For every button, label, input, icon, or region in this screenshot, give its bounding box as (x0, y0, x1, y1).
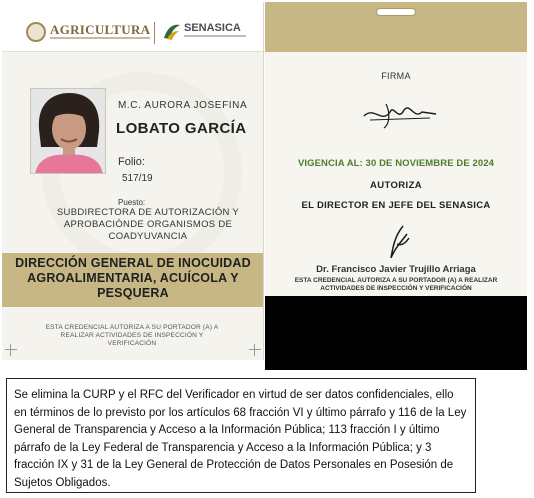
autoriza-text: AUTORIZA (369, 180, 423, 191)
folio-value: 517/19 (122, 173, 153, 184)
redaction-notice-box (6, 378, 476, 493)
redaction-block (265, 296, 527, 370)
firma-label: FIRMA (381, 71, 411, 81)
portrait-image (31, 89, 106, 174)
agricultura-logo-text: AGRICULTURA (50, 22, 151, 37)
folio-label: Folio: (118, 156, 145, 168)
redaction-notice-text: Se elimina la CURP y el RFC del Verificador en virtud de ser datos confidenciales, ello en términos de lo previsto por los artículos 68 fracción VI y último párrafo y 116 de la Ley General de Transparencia y Acceso a la Información Pública; 113 fracción I y último párrafo de la Ley Federal de Transparencia y Acceso a la Información Pública; y 3 fracción IX y 31 de la Ley General de Protección de Datos Personales en Posesión de Sujetos Obligados. (14, 389, 467, 489)
credential-header (2, 2, 264, 52)
crop-mark-icon (5, 344, 17, 356)
back-authorization-note: ESTA CREDENCIAL AUTORIZA A SU PORTADOR (A) A REALIZAR ACTIVIDADES DE INSPECCIÓN Y VERIFICACIÓN (294, 277, 498, 292)
back-top-band (265, 2, 527, 52)
credential-front (2, 2, 264, 360)
direccion-text: DIRECCIÓN GENERAL DE INOCUIDAD AGROALIMENTARIA, ACUÍCOLA Y PESQUERA (15, 256, 251, 300)
holder-name-line1: M.C. AURORA JOSEFINA (118, 100, 248, 111)
lanyard-slot (376, 8, 416, 16)
agricultura-logo-subline (50, 37, 150, 39)
agricultura-emblem-icon (26, 22, 46, 42)
senasica-logo-text: SENASICA (184, 22, 241, 34)
senasica-logo-icon (162, 22, 182, 42)
vigencia-text: VIGENCIA AL: 30 DE NOVIEMBRE DE 2024 (297, 158, 495, 169)
crop-mark-icon (249, 344, 261, 356)
senasica-logo-subline (184, 35, 246, 37)
holder-photo (30, 88, 106, 174)
director-signature-icon (385, 224, 415, 260)
credential-back (265, 2, 527, 370)
puesto-label: Puesto: (118, 198, 146, 207)
front-authorization-note: ESTA CREDENCIAL AUTORIZA A SU PORTADOR (A) A REALIZAR ACTIVIDADES DE INSPECCIÓN Y VERIFICACIÓN (45, 324, 219, 347)
director-title: EL DIRECTOR EN JEFE DEL SENASICA (301, 200, 491, 211)
director-name: Dr. Francisco Javier Trujillo Arriaga (316, 264, 476, 275)
logo-divider (154, 22, 155, 44)
holder-signature-icon (360, 94, 440, 134)
puesto-value: SUBDIRECTORA DE AUTORIZACIÓN Y APROBACIÓNDE ORGANISMOS DE COADYUVANCIA (56, 207, 240, 242)
direccion-band (2, 253, 264, 307)
holder-name-line2: LOBATO GARCÍA (116, 120, 247, 137)
